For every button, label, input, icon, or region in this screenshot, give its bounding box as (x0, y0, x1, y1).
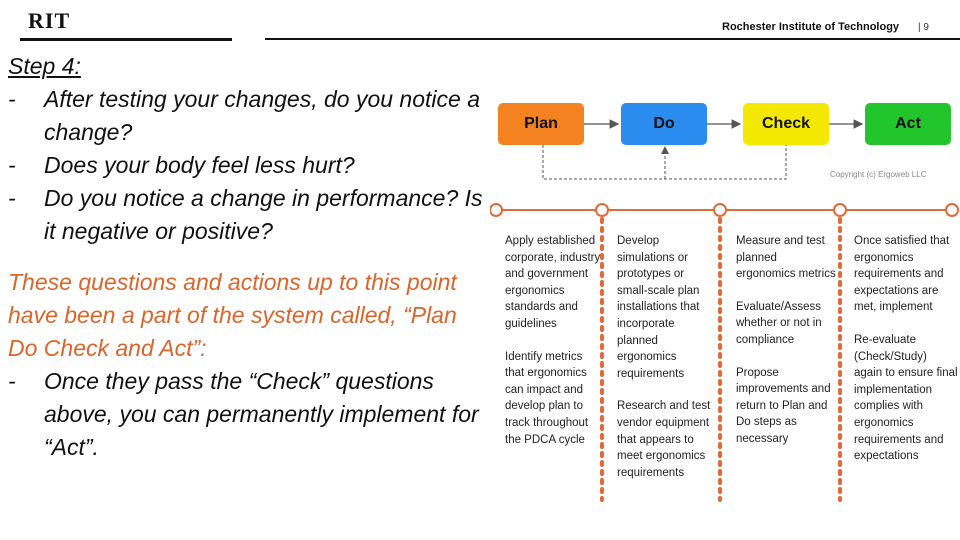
check-item: Evaluate/Assess whether or not in compliance (736, 300, 822, 346)
phase-plan (498, 103, 584, 145)
timeline-node (946, 204, 958, 216)
act-column (854, 233, 958, 481)
question-item: - After testing your changes, do you notice a change? (8, 83, 488, 149)
header-rule-left (20, 38, 232, 41)
step-title: Step 4: (8, 53, 81, 79)
phase-label: Do (653, 115, 675, 132)
question-item: - Does your body feel less hurt? (8, 149, 488, 182)
pdca-paragraph: These questions and actions up to this point have been a part of the system called, “Plan Do Check and Act”: (8, 269, 457, 361)
phase-label: Plan (524, 115, 558, 132)
phase-check (743, 103, 829, 145)
check-item: Propose improvements and return to Plan and Do steps as necessary (736, 366, 831, 445)
act-item: Once satisfied that ergonomics requirements and expectations are met, implement (854, 235, 950, 314)
pdca-diagram (490, 95, 960, 515)
header-rule-right (265, 38, 960, 40)
phase-label: Act (895, 115, 921, 132)
check-column (736, 233, 836, 464)
timeline-node (490, 204, 502, 216)
plan-item: Identify metrics that ergonomics can impact and develop plan to track throughout the PDCA cycle (505, 350, 589, 446)
act-bullet-item: - Once they pass the “Check” questions above, you can permanently implement for “Act”. (8, 365, 488, 464)
copyright-note: Copyright (c) Ergoweb LLC (830, 170, 927, 179)
do-item: Research and test vendor equipment that appears to meet ergonomics requirements (617, 400, 711, 479)
phase-label: Check (761, 115, 811, 132)
timeline-node (834, 204, 846, 216)
rit-logo: RIT (28, 8, 71, 33)
timeline-node (596, 204, 608, 216)
page-number: | 9 (918, 22, 929, 33)
question-item: - Do you notice a change in performance? Is it negative or positive? (8, 182, 488, 248)
plan-item: Apply established corporate, industry and government ergonomics standards and guidelines (505, 235, 601, 330)
act-item: Re-evaluate (Check/Study) again to ensure final implementation complies with ergonomics requirements and expectations (854, 333, 958, 463)
check-item: Measure and test planned ergonomics metrics (736, 235, 836, 281)
pdca-explanation (8, 266, 488, 464)
do-item: Develop simulations or prototypes or small-scale plan installations that incorporate planned ergonomics requirements (617, 235, 700, 380)
plan-column (505, 233, 601, 464)
phase-act (865, 103, 951, 145)
slide-body (8, 50, 488, 464)
do-column (617, 233, 717, 497)
question-list (8, 83, 488, 248)
institution-name: Rochester Institute of Technology (722, 21, 900, 33)
timeline-node (714, 204, 726, 216)
phase-do (621, 103, 707, 145)
act-bullets (8, 365, 488, 464)
